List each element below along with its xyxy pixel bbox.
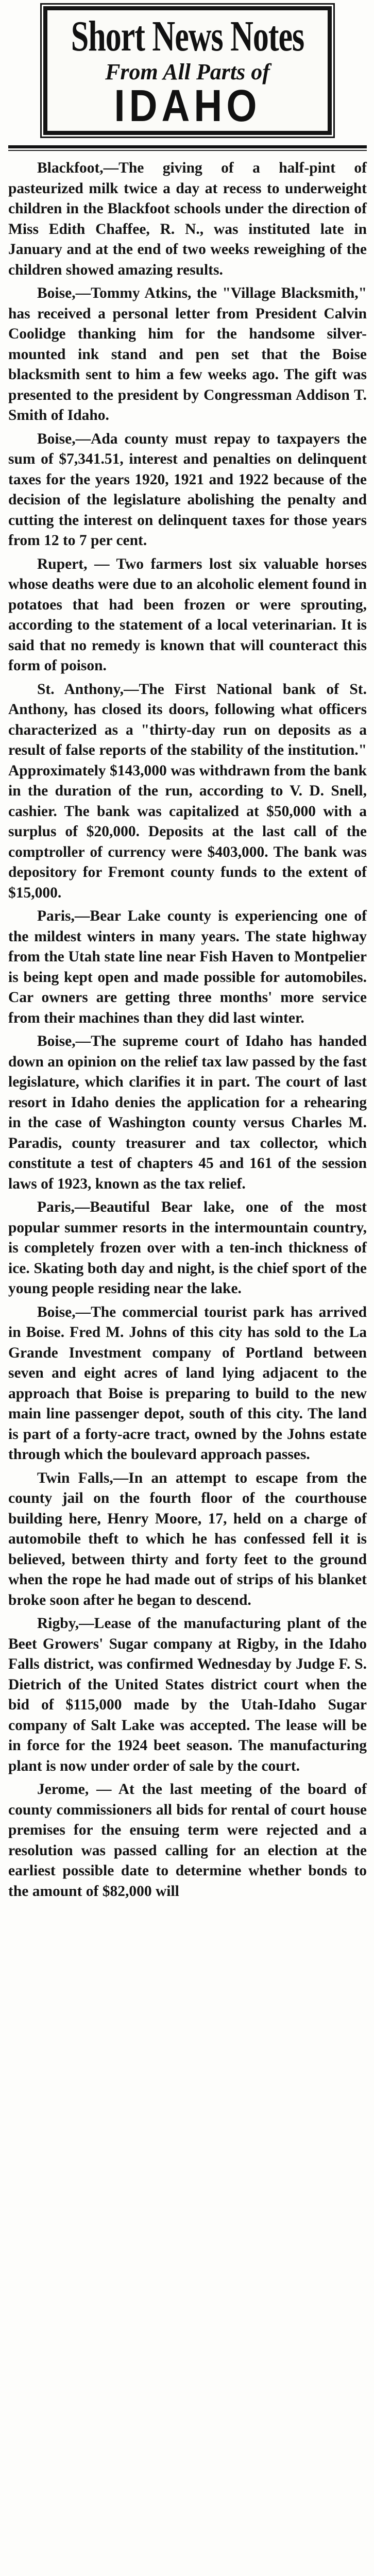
- news-item-paris-winter: Paris,—Bear Lake county is experiencing one of the mildest winters in many years. The state highway from the Utah state line near Fish Haven to Montpelier is being kept open and made possible for automobiles. Car owners are getting three months' more service from their machines than they did last winter.: [8, 908, 367, 1026]
- news-item-paris-bear-lake: Paris,—Beautiful Bear lake, one of the most popular summer resorts in the intermountain country, is completely frozen over with a ten-inch thickness of ice. Skating both day and night, is the chief sport of the young people residing near the lake.: [8, 1199, 367, 1297]
- column-rule-thin: [8, 150, 367, 151]
- news-item-blackfoot: Blackfoot,—The giving of a half-pint of pasteurized milk twice a day at recess to underweight children in the Blackfoot schools under the direction of Miss Edith Chaffee, R. N., was instituted late in January and at the end of two weeks reweighing of the children showed amazing results.: [8, 160, 367, 278]
- news-item-st-anthony: St. Anthony,—The First National bank of St. Anthony, has closed its doors, following what officers characterized as a "thirty-day run on deposits as a result of false reports of the stability of the institution." Approximately $143,000 was withdrawn from the bank in the duration of the run, according to V. D. Snell, cashier. The bank was capitalized at $50,000 with a surplus of $20,000. Deposits at the last call of the comptroller of currency were $403,000. The bank was depository for Fremont county funds to the extent of $15,000.: [8, 681, 367, 901]
- headline-state: IDAHO: [114, 80, 261, 131]
- news-item-jerome: Jerome, — At the last meeting of the board of county commissioners all bids for rental of court house premises for the ensuing term were rejected and a resolution was passed calling for an election at the earliest possible date to determine whether bonds to the amount of $82,000 will: [8, 1781, 367, 1900]
- headline-title: Short News Notes: [71, 13, 304, 60]
- article-column: [8, 158, 367, 1902]
- news-item-boise-taxes: Boise,—Ada county must repay to taxpayers the sum of $7,341.51, interest and penalties on delinquent taxes for the years 1920, 1921 and 1922 because of the decision of the legislature abolishing the penalty and cutting the interest on delinquent taxes for those years from 12 to 7 per cent.: [8, 430, 367, 549]
- headline-box: [43, 6, 332, 135]
- news-item-rupert: Rupert, — Two farmers lost six valuable horses whose deaths were due to an alcoholic element found in potatoes that had been frozen or were sprouting, according to the statement of a local veterinarian. It is said that no remedy is known that will counteract this form of poison.: [8, 555, 367, 674]
- news-item-rigby: Rigby,—Lease of the manufacturing plant of the Beet Growers' Sugar company at Rigby, in the Idaho Falls district, was confirmed Wednesday by Judge F. S. Dietrich of the United States district court when the bid of $115,000 made by the Utah-Idaho Sugar company of Salt Lake was accepted. The lease will be in force for the 1924 beet season. The manufacturing plant is now under order of sale by the court.: [8, 1615, 367, 1774]
- column-rule-thick: [8, 145, 367, 148]
- news-item-twin-falls: Twin Falls,—In an attempt to escape from the county jail on the fourth floor of the courthouse building here, Henry Moore, 17, held on a charge of automobile theft to which he has confessed fell it is believed, between thirty and forty feet to the ground when the rope he had made out of strips of his blanket broke soon after he began to descend.: [8, 1469, 367, 1608]
- news-item-boise-tourist-park: Boise,—The commercial tourist park has arrived in Boise. Fred M. Johns of this city has sold to the La Grande Investment company of Portland between seven and eight acres of land lying adjacent to the approach that Boise is preparing to build to the new main line passenger depot, south of this city. The land is part of a forty-acre tract, owned by the Johns estate through which the boulevard approach passes.: [8, 1303, 367, 1463]
- news-item-boise-blacksmith: Boise,—Tommy Atkins, the "Village Blacksmith," has received a personal letter from President Calvin Coolidge thanking him for the handsome silver-mounted ink stand and pen set that the Boise blacksmith sent to him a few weeks ago. The gift was presented to the president by Congressman Addison T. Smith of Idaho.: [8, 285, 367, 424]
- headline-subtitle: From All Parts of: [105, 59, 270, 84]
- news-item-boise-supreme-court: Boise,—The supreme court of Idaho has handed down an opinion on the relief tax law passed by the fast legislature, which clarifies it in part. The court of last resort in Idaho denies the application for a rehearing in the case of Washington county versus Charles M. Paradis, county treasurer and tax collector, which constitute a test of chapters 45 and 161 of the session laws of 1923, known as the tax relief.: [8, 1033, 367, 1192]
